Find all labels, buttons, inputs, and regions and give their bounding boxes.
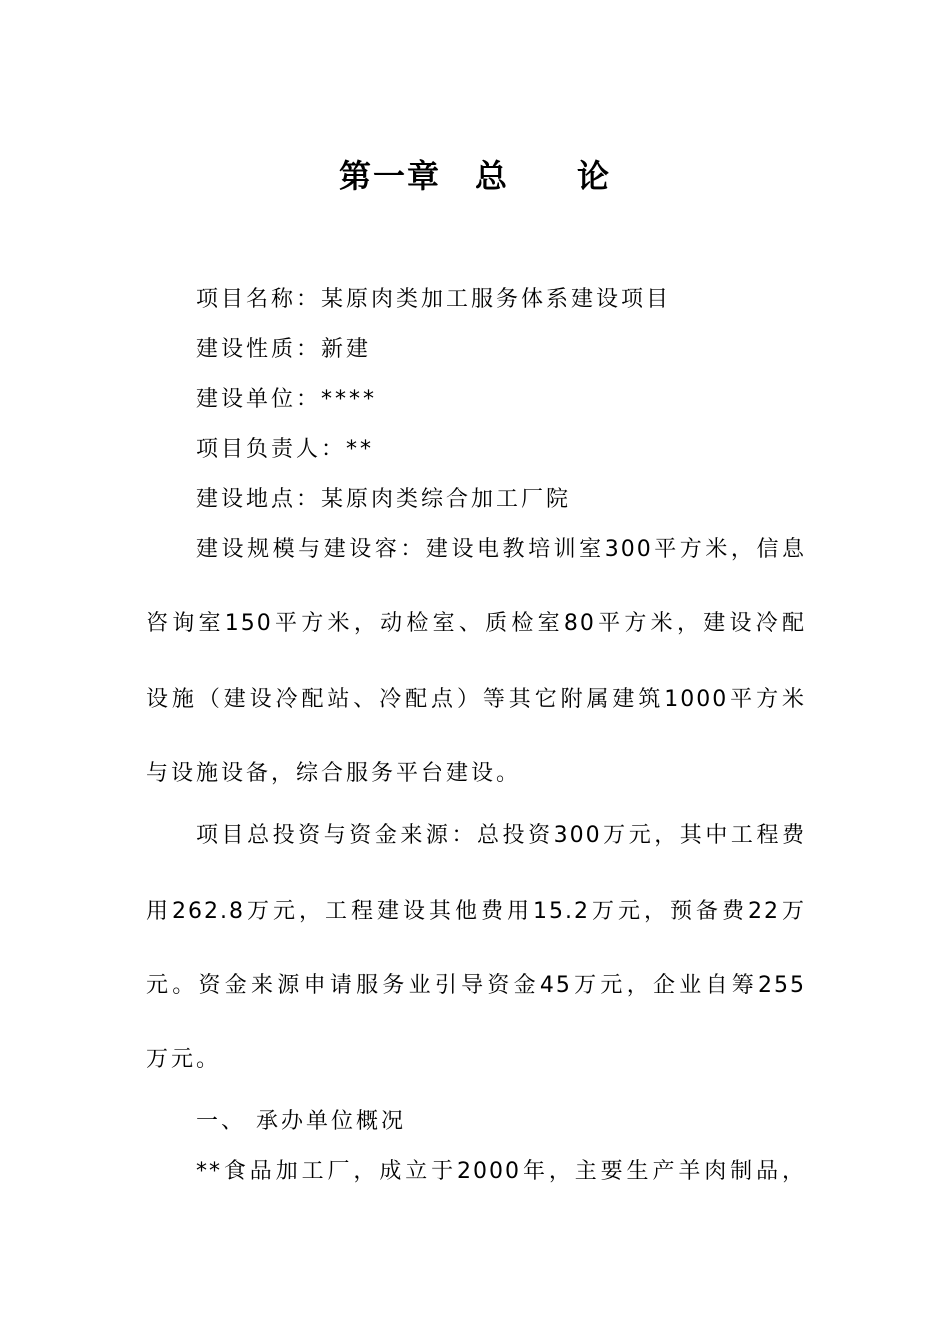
investment-paragraph-line-1: 项目总投资与资金来源：总投资300万元，其中工程费 (196, 823, 806, 848)
chapter-title: 第一章 总 论 (338, 157, 611, 195)
investment-paragraph-line-4: 万元。 (146, 1047, 222, 1072)
field-label: 建设单位： (196, 387, 322, 412)
scale-paragraph-line-4: 与设施设备，综合服务平台建设。 (146, 761, 522, 786)
investment-paragraph-line-2: 用262.8万元，工程建设其他费用15.2万元，预备费22万 (146, 899, 806, 924)
field-construction-unit (196, 384, 377, 416)
investment-paragraph-line-3: 元。资金来源申请服务业引导资金45万元，企业自筹255 (146, 973, 806, 998)
field-value: **** (321, 387, 378, 412)
field-value: 某原肉类综合加工厂院 (321, 487, 572, 512)
field-construction-nature (196, 334, 371, 366)
field-project-leader (196, 434, 374, 466)
field-value: 某原肉类加工服务体系建设项目 (321, 287, 672, 312)
field-label: 项目负责人： (196, 437, 347, 462)
field-value: 新建 (321, 337, 372, 362)
field-label: 建设性质： (196, 337, 322, 362)
scale-paragraph-line-1: 建设规模与建设容：建设电教培训室300平方米，信息 (196, 537, 806, 562)
field-label: 项目名称： (196, 287, 322, 312)
field-value: ** (346, 437, 375, 462)
scale-paragraph-line-3: 设施（建设冷配站、冷配点）等其它附属建筑1000平方米 (146, 687, 806, 712)
field-construction-site (196, 484, 571, 516)
section-heading: 一、 承办单位概况 (196, 1109, 406, 1134)
field-label: 建设地点： (196, 487, 322, 512)
scale-paragraph-line-2: 咨询室150平方米，动检室、质检室80平方米，建设冷配 (146, 611, 806, 636)
field-project-name (196, 284, 671, 316)
section-first-line: **食品加工厂，成立于2000年，主要生产羊肉制品， (196, 1159, 806, 1184)
